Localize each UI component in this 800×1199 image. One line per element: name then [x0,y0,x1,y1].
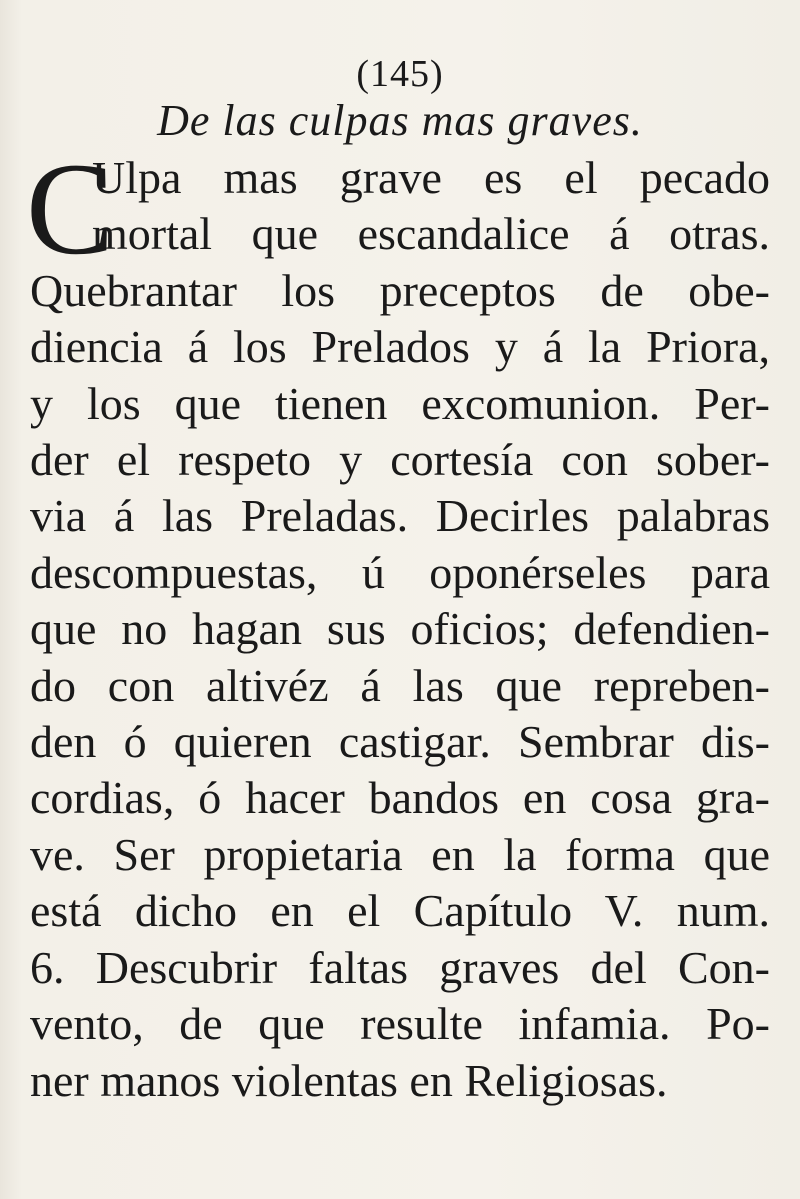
text-line: cordias, ó hacer bandos en cosa gra- [30,772,770,824]
text-line: y los que tienen excomunion. Per- [30,377,770,429]
text-line: den ó quieren castigar. Sembrar dis- [30,716,770,768]
text-line: Ulpa mas grave es el pecado [92,152,770,203]
text-line: der el respeto y cortesía con sober- [30,434,770,486]
text-line: ner manos violentas en Religiosas. [30,1054,668,1106]
text-line: via á las Preladas. Decirles palabras [30,490,770,542]
text-line: que no hagan sus oficios; defendien- [30,603,770,655]
text-line: Quebrantar los preceptos de obe- [30,264,770,316]
drop-cap: C [26,135,115,282]
body-text [30,150,770,1109]
text-line: ve. Ser propietaria en la forma que [30,828,770,880]
page-number: (145) [356,53,444,95]
text-line: está dicho en el Capítulo V. num. [30,885,770,937]
text-line: diencia á los Prelados y á la Priora, [30,321,770,373]
text-line: 6. Descubrir faltas graves del Con- [30,941,770,993]
text-line: mortal que escandalice á otras. [92,208,770,260]
text-line: descompuestas, ú oponérseles para [30,546,770,598]
text-line: do con altivéz á las que repreben- [30,659,770,711]
section-heading: De las culpas mas graves. [157,96,643,145]
text-line: vento, de que resulte infamia. Po- [30,998,770,1050]
